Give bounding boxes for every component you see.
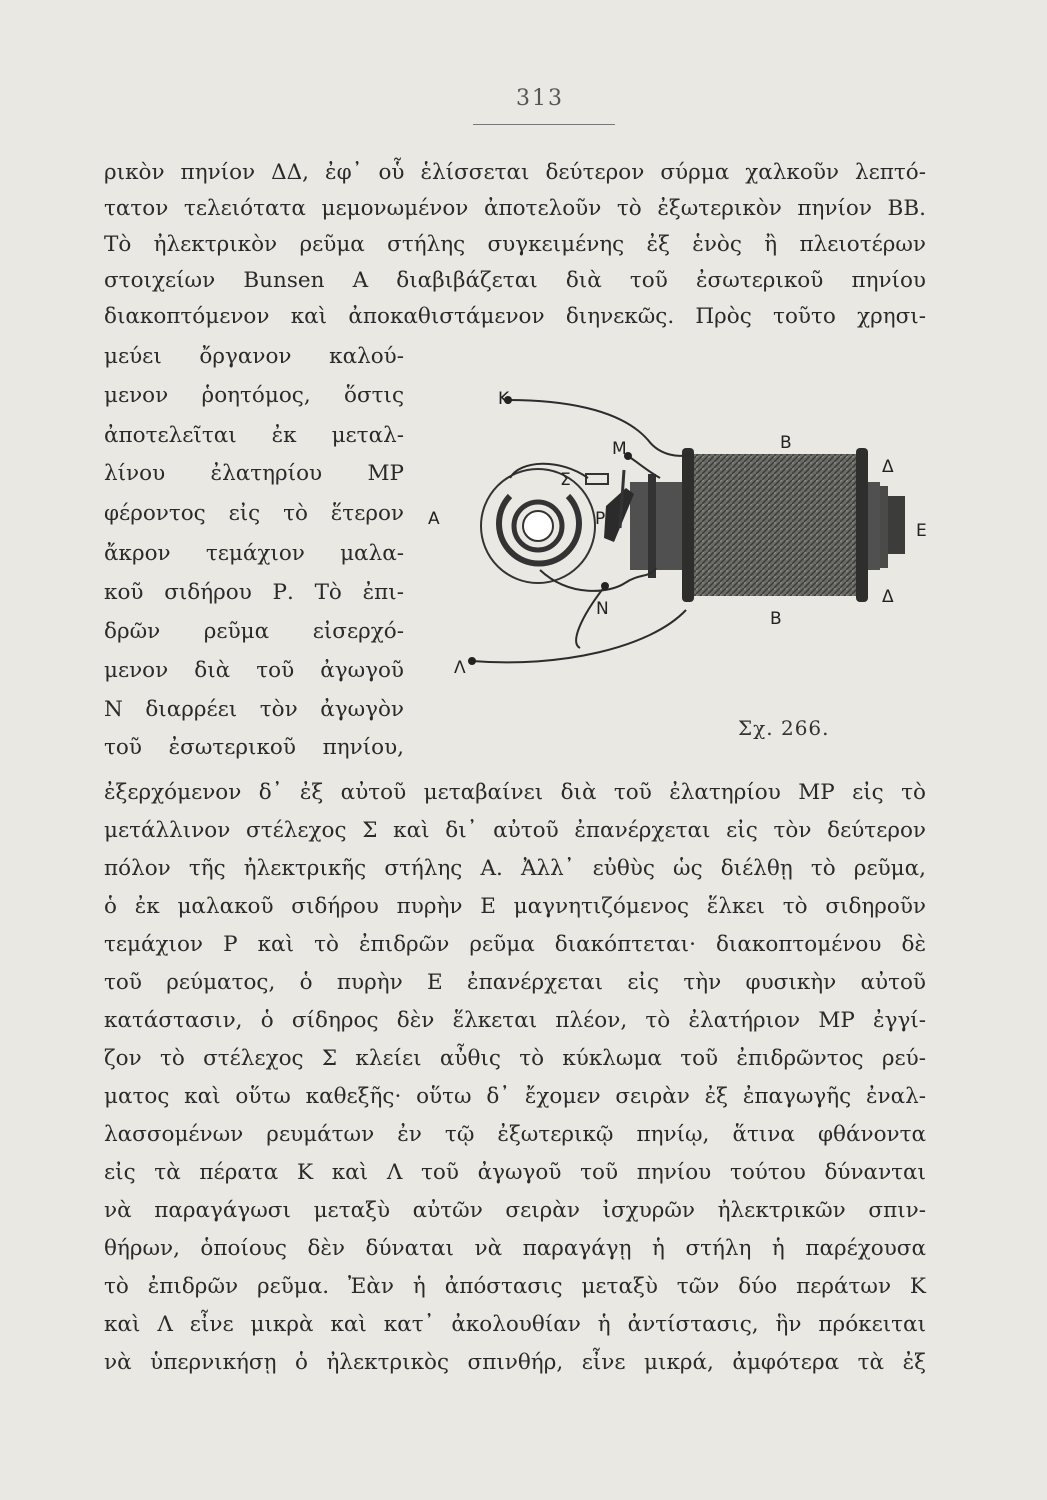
label-A: A bbox=[428, 509, 440, 529]
interrupter-hammer-P bbox=[604, 488, 634, 542]
text-line: Ν διαρρέει τὸν ἀγωγὸν bbox=[104, 697, 404, 722]
page-number: 313 bbox=[516, 86, 564, 111]
text-line: ἐξερχόμενον δ᾽ ἐξ αὐτοῦ μεταβαίνει διὰ τοῦ ἐλατηρίου ΜΡ εἰς τὸ bbox=[104, 780, 926, 805]
text-line: εἰς τὰ πέρατα Κ καὶ Λ τοῦ ἀγωγοῦ τοῦ πηνίου τούτου δύνανται bbox=[104, 1160, 926, 1185]
label-D-bottom: Δ bbox=[882, 587, 894, 607]
label-P: P bbox=[595, 509, 606, 529]
text-line: μενον διὰ τοῦ ἀγωγοῦ bbox=[104, 658, 404, 683]
text-line: τατον τελειότατα μεμονωμένον ἀποτελοῦν τὸ ἐξωτερικὸν πηνίον ΒΒ. bbox=[104, 196, 926, 221]
text-line: τοῦ ρεύματος, ὁ πυρὴν Ε ἐπανέρχεται εἰς τὴν φυσικὴν αὐτοῦ bbox=[104, 970, 926, 995]
label-E: E bbox=[916, 521, 927, 541]
text-line: στοιχείων Bunsen A διαβιβάζεται διὰ τοῦ ἐσωτερικοῦ πηνίου bbox=[104, 268, 926, 293]
text-line: ἄκρον τεμάχιον μαλα- bbox=[104, 541, 404, 566]
text-line: διακοπτόμενον καὶ ἀποκαθιστάμενον διηνεκῶς. Πρὸς τοῦτο χρησι- bbox=[104, 304, 926, 329]
text-line: ζον τὸ στέλεχος Σ κλείει αὖθις τὸ κύκλωμα τοῦ ἐπιδρῶντος ρεύ- bbox=[104, 1046, 926, 1071]
text-line: καὶ Λ εἶνε μικρὰ καὶ κατ᾽ ἀκολουθίαν ἡ ἀντίστασις, ἣν πρόκειται bbox=[104, 1312, 926, 1337]
text-line: Τὸ ἠλεκτρικὸν ρεῦμα στήλης συγκειμένης ἐξ ἑνὸς ἢ πλειοτέρων bbox=[104, 232, 926, 257]
text-line: τεμάχιον Ρ καὶ τὸ ἐπιδρῶν ρεῦμα διακόπτεται· διακοπτομένου δὲ bbox=[104, 932, 926, 957]
text-line: λίνου ἐλατηρίου ΜΡ bbox=[104, 461, 404, 486]
text-line: ὁ ἐκ μαλακοῦ σιδήρου πυρὴν Ε μαγνητιζόμενος ἕλκει τὸ σιδηροῦν bbox=[104, 894, 926, 919]
text-line: λασσομένων ρευμάτων ἐν τῷ ἐξωτερικῷ πηνίῳ, ἅτινα φθάνοντα bbox=[104, 1122, 926, 1147]
label-sigma: Σ bbox=[560, 470, 571, 490]
text-line: μενον ῥοητόμος, ὅστις bbox=[104, 383, 404, 408]
text-line: νὰ ὑπερνικήσῃ ὁ ἠλεκτρικὸς σπινθήρ, εἶνε μικρά, ἀμφότερα τὰ ἐξ bbox=[104, 1350, 926, 1375]
text-line: τὸ ἐπιδρῶν ρεῦμα. Ἐὰν ἡ ἀπόστασις μεταξὺ τῶν δύο περάτων Κ bbox=[104, 1274, 926, 1299]
bunsen-battery-icon bbox=[481, 469, 595, 583]
page-number-rule bbox=[473, 124, 615, 125]
text-line: δρῶν ρεῦμα εἰσερχό- bbox=[104, 619, 404, 644]
label-K: K bbox=[498, 389, 510, 409]
text-line: μεύει ὄργανον καλού- bbox=[104, 344, 404, 369]
text-line: ἀποτελεῖται ἐκ μεταλ- bbox=[104, 423, 404, 448]
text-line: μετάλλινον στέλεχος Σ καὶ δι᾽ αὐτοῦ ἐπανέρχεται εἰς τὸν δεύτερον bbox=[104, 818, 926, 843]
label-M: M bbox=[612, 439, 627, 459]
text-line: πόλον τῆς ἠλεκτρικῆς στήλης Α. Ἀλλ᾽ εὐθὺς ὡς διέλθῃ τὸ ρεῦμα, bbox=[104, 856, 926, 881]
outer-coil-BB bbox=[690, 454, 862, 596]
text-line: θήρων, ὁποίους δὲν δύναται νὰ παραγάγῃ ἡ στήλη ἡ παρέχουσα bbox=[104, 1236, 926, 1261]
label-D-top: Δ bbox=[882, 457, 894, 477]
text-line: τοῦ ἐσωτερικοῦ πηνίου, bbox=[104, 735, 404, 760]
label-N: N bbox=[596, 599, 609, 619]
induction-coil-figure bbox=[420, 378, 940, 708]
label-B-bottom: B bbox=[770, 609, 782, 629]
text-line: ρικὸν πηνίον ΔΔ, ἐφ᾽ οὗ ἑλίσσεται δεύτερον σύρμα χαλκοῦν λεπτό- bbox=[104, 160, 926, 185]
figure-caption: Σχ. 266. bbox=[738, 716, 830, 740]
text-line: κατάστασιν, ὁ σίδηρος δὲν ἕλκεται πλέον, τὸ ἐλατήριον ΜΡ ἐγγί- bbox=[104, 1008, 926, 1033]
text-line: κοῦ σιδήρου Ρ. Τὸ ἐπι- bbox=[104, 580, 404, 605]
label-L: Λ bbox=[454, 658, 466, 678]
label-B-top: B bbox=[780, 433, 792, 453]
text-line: νὰ παραγάγωσι μεταξὺ αὐτῶν σειρὰν ἰσχυρῶν ἠλεκτρικῶν σπιν- bbox=[104, 1198, 926, 1223]
text-line: φέροντος εἰς τὸ ἕτερον bbox=[104, 501, 404, 526]
text-line: ματος καὶ οὕτω καθεξῆς· οὕτω δ᾽ ἔχομεν σειρὰν ἐξ ἐπαγωγῆς ἐναλ- bbox=[104, 1084, 926, 1109]
